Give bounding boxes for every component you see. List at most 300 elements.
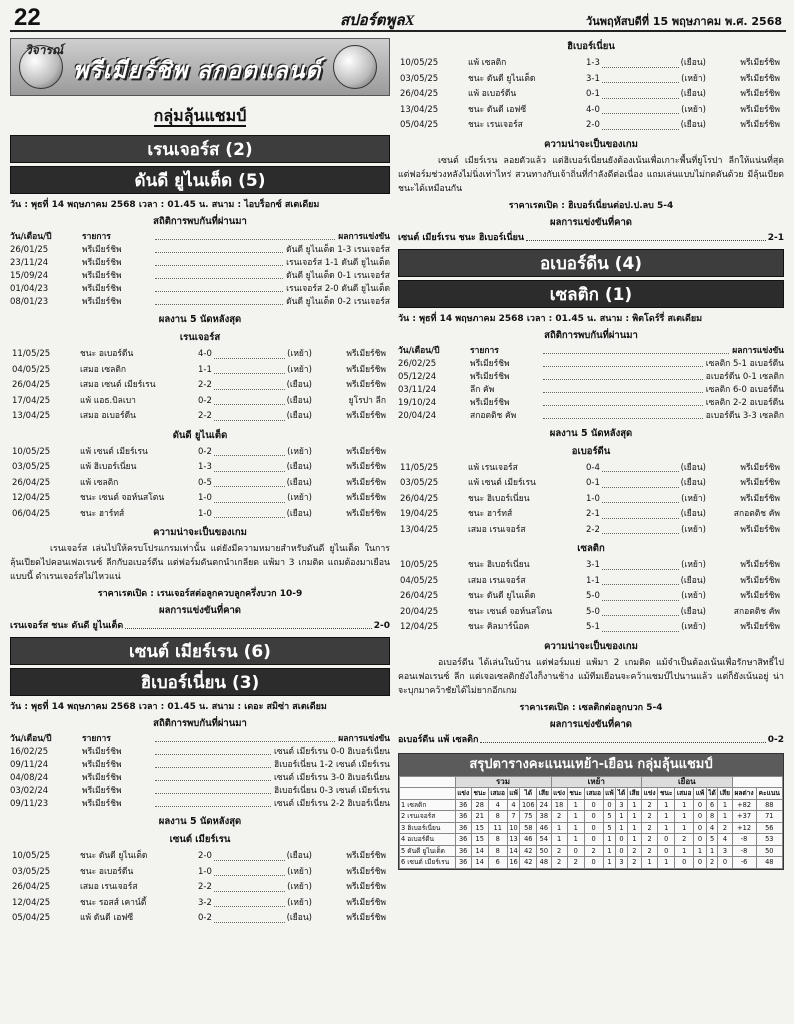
form-venue: (เยือน) [680,120,706,130]
leader-dots [602,118,679,130]
form-score: 2-0 [198,851,212,861]
form-comp: พรีเมียร์ชิพ [346,493,386,503]
match-info [398,311,784,325]
standings-cell: 2 [584,845,603,857]
h2h-row [10,746,390,759]
standings-cell: 1 [551,834,567,846]
leader-dots [602,56,679,68]
standings-col-header: ได้ [708,789,716,798]
standings-col-header: เสมอ [584,788,603,800]
standings-cell: 1 [658,822,675,834]
form-result: ชนะ ฮาร์ทส์ [80,508,125,519]
form-row [10,409,390,425]
standings-cell: 1 [675,811,694,823]
standings-cell: 1 [675,822,694,834]
form-venue: (เหย้า) [681,493,706,504]
h2h-comp: พรีเมียร์ชิพ [82,799,122,809]
form-row [398,507,784,523]
standings-cell: 2 [642,799,658,811]
leader-dots [602,605,679,617]
standings-cell: 1 [603,857,616,869]
standings-cell: 42 [520,845,537,857]
leader-dots [155,270,283,279]
form-result: เสมอ เซลติก [80,364,127,375]
leader-dots [602,507,679,519]
standings-cell: 1 [567,799,584,811]
form-score: 2-2 [198,411,212,421]
standings-col-header: คะแนน [756,788,782,800]
form-date: 03/05/25 [400,478,439,488]
standings-cell: 1 [567,811,584,823]
group-total: รวม [455,776,551,788]
form-comp: พรีเมียร์ชิพ [740,478,780,488]
analysis-title: ความน่าจะเป็นของเกม [544,138,638,150]
form-result: แพ้ อเบอร์ดีน [468,89,517,99]
standings-cell: 1 [658,857,675,869]
form-comp: พรีเมียร์ชิพ [740,120,780,130]
info-value: พุธที่ 14 พฤษภาคม 2568 [31,200,136,210]
form-result: แพ้ แอธ.บิลเบา [80,395,136,406]
form-score: 5-1 [586,622,600,632]
leader-dots [602,476,679,488]
leader-dots [543,371,703,380]
leader-dots [602,103,679,115]
form-venue: (เยือน) [286,411,312,421]
leader-dots [602,574,679,586]
col-result: ผลการแข่งขัน [338,232,390,242]
banner-kicker: วิจารณ์ [25,43,64,57]
standings-cell: 5 [603,822,616,834]
standings-cell: 36 [455,857,471,869]
left-column [10,38,390,929]
standings-cell: 1 [627,822,641,834]
standings-cell: 1 [675,845,694,857]
standings-cell: 4 [488,799,507,811]
standings-cell: 18 [551,799,567,811]
leader-dots [155,798,271,807]
form-row [10,394,390,410]
standings-cell: 2 [718,822,732,834]
standings-cell: 2 [551,811,567,823]
form-score: 5-0 [586,606,600,617]
info-label: สนาม : [211,200,242,210]
leader-dots [602,72,679,84]
form-date: 26/04/25 [400,493,439,504]
form-score: 0-4 [586,462,600,473]
standings-cell: 48 [537,857,551,869]
prediction-line [10,620,390,633]
form-venue: (เหย้า) [287,364,312,375]
form-title: ผลงาน 5 นัดหลังสุด [158,816,242,827]
form-result: ชนะ อเบอร์ดีน [80,866,134,877]
standings-cell: 71 [756,811,782,823]
standings-cell: 88 [756,799,782,811]
standings-cell: 1 [603,834,616,846]
form-row [10,445,390,461]
h2h-result: เรนเจอร์ส 2-0 ดันดี ยูไนเต็ด [286,284,390,294]
h2h-row [10,296,390,309]
form-venue: (เหย้า) [681,560,706,570]
form-venue: (เยือน) [680,575,706,586]
form-row [10,378,390,394]
standings-team-header [400,776,456,788]
standings-cell: +37 [732,811,756,823]
standings-cell: 48 [756,857,782,869]
standings-cell: 8 [488,834,507,846]
away-team-bar: ดันดี ยูไนเต็ด (5) [10,166,390,194]
standings-cell: 2 [642,834,658,846]
standings-cell: 0 [694,857,707,869]
leader-dots [155,257,283,266]
h2h-date: 01/04/23 [10,284,49,294]
form-date: 05/04/25 [400,120,439,130]
form-comp: สกอตติช คัพ [733,606,780,617]
form-result: เสมอ เรนเจอร์ส [468,524,526,535]
form-comp: พรีเมียร์ชิพ [346,411,386,421]
form-score: 0-1 [586,89,600,99]
form-result: แพ้ ดันดี เอฟซี [80,913,134,923]
form-comp: พรีเมียร์ชิพ [346,851,386,861]
col-result: ผลการแข่งขัน [338,734,390,744]
form-row [10,896,390,912]
form-venue: (เหย้า) [287,349,312,359]
form-result: แพ้ เซนต์ เมียร์เรน [80,446,148,457]
h2h-row [10,244,390,257]
h2h-comp: พรีเมียร์ชิพ [82,747,122,757]
analysis-text: อเบอร์ดีน ได้เล่นในบ้าน แต่ฟอร์มแย่ แพ้มา 2 เกมติด แม้จำเป็นต้องเน้นเพื่อรักษาสิทธิ์ไปคอนเฟอเรนซ์ ลีก แต่เจอเซลติกยังไงก็งานช้าง แม้ทีมเยือนจะคว้าแชมป์ไปนานแล้ว แต่ก็ยังเน้นอยู่ น่าจะบุกมาคว้าชัยได้ไม่ยากอีกเกม [398,657,784,696]
form-result: ชนะ อเบอร์ดีน [80,349,134,359]
form-comp: พรีเมียร์ชิพ [346,913,386,923]
standings-cell: 0 [694,822,707,834]
form-date: 11/05/25 [400,462,439,473]
standings-row [400,834,783,846]
standings-cell: 38 [537,811,551,823]
form-row [10,865,390,881]
standings-cell: 0 [584,811,603,823]
form-venue: (เยือน) [680,478,706,488]
banner-title: พรีเมียร์ชิพ สกอตแลนด์ [73,58,322,84]
standings-cell: 1 [627,834,641,846]
standings-cell: 1 [551,822,567,834]
form-comp: พรีเมียร์ชิพ [346,897,386,908]
h2h-date: 26/02/25 [398,358,437,369]
h2h-result: อเบอร์ดีน 0-1 เซลติก [705,371,784,382]
standings-cell: 1 [718,799,732,811]
h2h-header [10,733,390,746]
form-venue: (เหย้า) [287,493,312,503]
prediction-score: 2-0 [373,621,390,631]
form-comp: พรีเมียร์ชิพ [346,477,386,488]
prediction-text: เซนต์ เมียร์เรน ชนะ ฮิเบอร์เนี่ยน [398,232,525,243]
h2h-date: 19/10/24 [398,397,437,408]
form-result: ชนะ คิลมาร์น็อค [468,622,530,632]
h2h-date: 03/11/24 [398,384,437,395]
form-comp: พรีเมียร์ชิพ [740,591,780,601]
form-venue: (เยือน) [286,913,312,923]
form-team-name: อเบอร์ดีน [571,445,611,457]
standings-cell: 36 [455,811,471,823]
standings-cell: 3 [718,845,732,857]
standings-cell: 1 [627,799,641,811]
right-column [398,36,784,870]
form-comp: พรีเมียร์ชิพ [346,380,386,390]
h2h-result: เรนเจอร์ส 1-1 ดันดี ยูไนเต็ด [286,258,390,268]
leader-dots [602,620,679,632]
info-value: พิตโดร์รี่ สเตเดียม [632,313,703,324]
leader-dots [155,296,283,305]
standings-cell: 2 [551,845,567,857]
match-info [10,699,390,713]
form-comp: พรีเมียร์ชิพ [740,524,780,535]
h2h-comp: พรีเมียร์ชิพ [82,284,122,294]
h2h-result: เซนต์ เมียร์เรน 2-2 ฮิเบอร์เนี่ยน [274,799,390,809]
form-date: 26/04/25 [12,882,51,892]
h2h-result: เซลติก 5-1 อเบอร์ดีน [705,358,784,369]
analysis-text: เซนต์ เมียร์เรน ลอยตัวแล้ว แต่ฮิเบอร์เนี่ยนยังต้องเน้นเพื่อเกาะพื้นที่ยูโรปา ลีกให้แน่นที่สุด แต่ฟอร์มช่วงหลังไม่นิ่งเท่าไหร่ สวนทางกับเจ้าถิ่นที่กำลังดีต่อเนื่อง แถมเล่นแบบไม่กดดันด้วย มีลุ้นเบียดชนะได้เหมือนกัน [398,155,784,194]
form-venue: (เยือน) [680,89,706,99]
form-row [10,849,390,865]
form-score: 2-2 [198,380,212,390]
leader-dots [214,347,285,359]
h2h-comp: พรีเมียร์ชิพ [82,760,122,770]
standings-cell: 2 [675,834,694,846]
leader-dots [155,244,283,253]
standings-team: 2 เรนเจอร์ส [400,811,456,823]
match-preview [10,135,390,633]
standings-cell: 0 [694,811,707,823]
form-team-name: ดันดี ยูไนเต็ด [172,429,228,441]
form-table [10,445,390,523]
standings-col-header: แพ้ [695,789,705,798]
leader-dots [602,461,679,473]
standings-row [400,857,783,869]
form-result: แพ้ ฮิเบอร์เนี่ยน [80,462,137,472]
leader-dots [526,232,766,241]
form-row [398,558,784,574]
form-date: 13/04/25 [12,411,51,421]
form-score: 4-0 [198,349,212,359]
leader-dots [543,410,703,419]
standings-row [400,799,783,811]
standings-cell: 42 [520,857,537,869]
leader-dots [155,746,271,755]
standings-columns [400,788,783,800]
standings-cell: 6 [488,857,507,869]
h2h-result: เซนต์ เมียร์เรน 0-0 ฮิเบอร์เนี่ยน [274,747,390,757]
h2h-date: 08/01/23 [10,297,49,307]
form-table [10,347,390,425]
form-row [398,87,784,103]
info-label: เวลา : [526,313,553,324]
form-date: 06/04/25 [12,508,51,519]
standings-cell: 50 [537,845,551,857]
form-venue: (เหย้า) [681,622,706,632]
football-icon [333,45,377,89]
form-result: ชนะ เซนต์ จอห์นสโตน [80,493,165,503]
standings-col-header: เสีย [537,788,551,800]
h2h-date: 23/11/24 [10,258,49,268]
form-comp: พรีเมียร์ชิพ [346,508,386,519]
form-result: แพ้ เซนต์ เมียร์เรน [468,478,536,488]
page-number: 22 [14,4,41,31]
leader-dots [543,358,703,367]
standings-row [400,822,783,834]
h2h-comp: พรีเมียร์ชิพ [82,297,122,307]
form-date: 26/04/25 [12,380,51,390]
standings-cell: 36 [455,799,471,811]
form-venue: (เยือน) [680,509,706,519]
standings-col-header: แข่ง [455,788,471,800]
match-preview [10,637,390,927]
h2h-row [398,384,784,397]
standings-cell: 0 [658,845,675,857]
h2h-comp: พรีเมียร์ชิพ [470,397,510,408]
group-title: กลุ่มลุ้นแชมป์ [153,106,247,125]
standings-cell: 36 [455,845,471,857]
standings-col-header: แข่ง [642,788,658,800]
prediction-score: 2-1 [767,232,784,243]
away-team-bar: เซลติก (1) [398,280,784,308]
form-comp: พรีเมียร์ชิพ [740,73,780,84]
standings-cell: 1 [616,822,628,834]
h2h-comp: สกอตติช คัพ [470,410,517,421]
form-score: 0-1 [586,478,600,488]
h2h-row [10,257,390,270]
form-score: 2-0 [586,120,600,130]
info-value: 01.45 น. [167,200,209,210]
form-date: 12/04/25 [12,493,51,503]
form-result: ชนะ ดันดี ยูไนเต็ด [80,851,148,861]
info-label: เวลา : [138,200,165,210]
leader-dots [155,231,335,240]
masthead [10,4,786,32]
standings-cell: 3 [616,857,628,869]
standings-cell: 2 [551,857,567,869]
leader-dots [480,734,765,743]
prediction-text: เรนเจอร์ส ชนะ ดันดี ยูไนเต็ด [10,621,124,631]
standings-cell: 36 [455,834,471,846]
form-row [398,103,784,119]
standings-cell: 2 [642,811,658,823]
form-result: เสมอ เซนต์ เมียร์เรน [80,380,156,390]
form-score: 3-1 [586,560,600,570]
match-preview [398,249,784,747]
h2h-date: 05/12/24 [398,371,437,382]
standings-team: 6 เซนต์ เมียร์เรน [400,857,456,869]
h2h-date: 20/04/24 [398,410,437,421]
form-score: 1-3 [586,58,600,68]
form-result: ชนะ ฮิเบอร์เนี่ยน [468,560,530,570]
standings-cell: 2 [706,857,718,869]
h2h-row [10,759,390,772]
h2h-result: เซนต์ เมียร์เรน 3-0 ฮิเบอร์เนี่ยน [274,773,390,783]
form-venue: (เยือน) [680,606,706,617]
standings-cell: 1 [658,799,675,811]
prediction-score: 0-2 [767,734,784,745]
leader-dots [214,409,285,421]
form-date: 10/05/25 [400,58,439,68]
standings-cell: 46 [537,822,551,834]
leader-dots [155,759,271,768]
info-value: 01.45 น. [167,702,209,712]
form-comp: พรีเมียร์ชิพ [346,446,386,457]
h2h-date: 16/02/25 [10,747,49,757]
form-row [398,118,784,134]
standings-cell: -8 [732,834,756,846]
form-result: เสมอ เรนเจอร์ส [468,575,526,586]
prediction-title: ผลการแข่งขันที่คาด [550,216,632,228]
leader-dots [602,589,679,601]
leader-dots [214,865,285,877]
h2h-title: สถิติการพบกันที่ผ่านมา [153,718,247,729]
analysis-text: เรนเจอร์ส เล่นไปให้ครบโปรแกรมเท่านั้น แต่ยังมีความหมายสำหรับดันดี ยูไนเต็ด ในการลุ้นเปียดไปคอนเฟอเรนซ์ ลีกกับอเบอร์ดีน แต่ฟอร์มดันตกนำเกลียด แพ้มา 3 เกมติด แถมต้องมาเยือนแบบนี้ ดำเรนเจอร์สไม่ไหวแน่ [10,544,390,582]
prediction-text: อเบอร์ดีน แพ้ เซลติก [398,734,479,745]
h2h-result: ดันดี ยูไนเต็ด 1-3 เรนเจอร์ส [286,245,390,255]
form-row [10,460,390,476]
prediction-line [398,232,784,245]
form-score: 1-0 [198,866,212,877]
h2h-title: สถิติการพบกันที่ผ่านมา [544,329,638,341]
form-venue: (เยือน) [680,58,706,68]
form-result: ชนะ ฮาร์ทส์ [468,509,513,519]
form-comp: ยูโรปา ลีก [348,395,386,406]
form-title: ผลงาน 5 นัดหลังสุด [158,314,242,325]
h2h-row [10,270,390,283]
standings-cell: 7 [507,811,520,823]
form-team-name: ฮิเบอร์เนี่ยน [567,41,615,52]
standings-cell: -6 [732,857,756,869]
h2h-row [10,785,390,798]
form-score: 3-1 [586,73,600,84]
standings-cell: 0 [584,834,603,846]
form-score: 1-0 [198,508,212,519]
form-date: 05/04/25 [12,913,51,923]
form-row [398,574,784,590]
standings-cell: 50 [756,845,782,857]
standings-col-header: เสมอ [675,788,694,800]
form-date: 11/05/25 [12,349,51,359]
standings-col-header: ชนะ [567,788,584,800]
standings-row [400,811,783,823]
info-label: เวลา : [138,702,165,712]
form-row [398,620,784,636]
h2h-comp: พรีเมียร์ชิพ [82,786,122,796]
info-value: พุธที่ 14 พฤษภาคม 2568 [31,702,136,712]
leader-dots [214,445,285,457]
h2h-comp: พรีเมียร์ชิพ [82,773,122,783]
h2h-comp: พรีเมียร์ชิพ [82,271,122,281]
form-score: 0-2 [198,395,212,406]
standings-cell: 5 [706,834,718,846]
standings-cell: 13 [507,834,520,846]
standings-cell: 0 [584,799,603,811]
standings-cell: 15 [471,834,488,846]
standings-col-header: แพ้ [509,789,518,798]
standings-row [400,845,783,857]
odds-line: ราคาเรตเปิด : เซลติกต่อลูกบวก 5-4 [519,702,663,713]
info-label: วัน : [10,702,28,712]
form-table [398,558,784,636]
home-team-bar: เรนเจอร์ส (2) [10,135,390,163]
col-comp: รายการ [470,345,499,356]
analysis-title: ความน่าจะเป็นของเกม [544,640,638,652]
standings-cell: 8 [488,845,507,857]
standings-cell: 8 [488,811,507,823]
h2h-row [10,772,390,785]
form-venue: (เหย้า) [287,446,312,457]
form-row [10,476,390,492]
standings-col-header: ได้ [617,789,626,798]
